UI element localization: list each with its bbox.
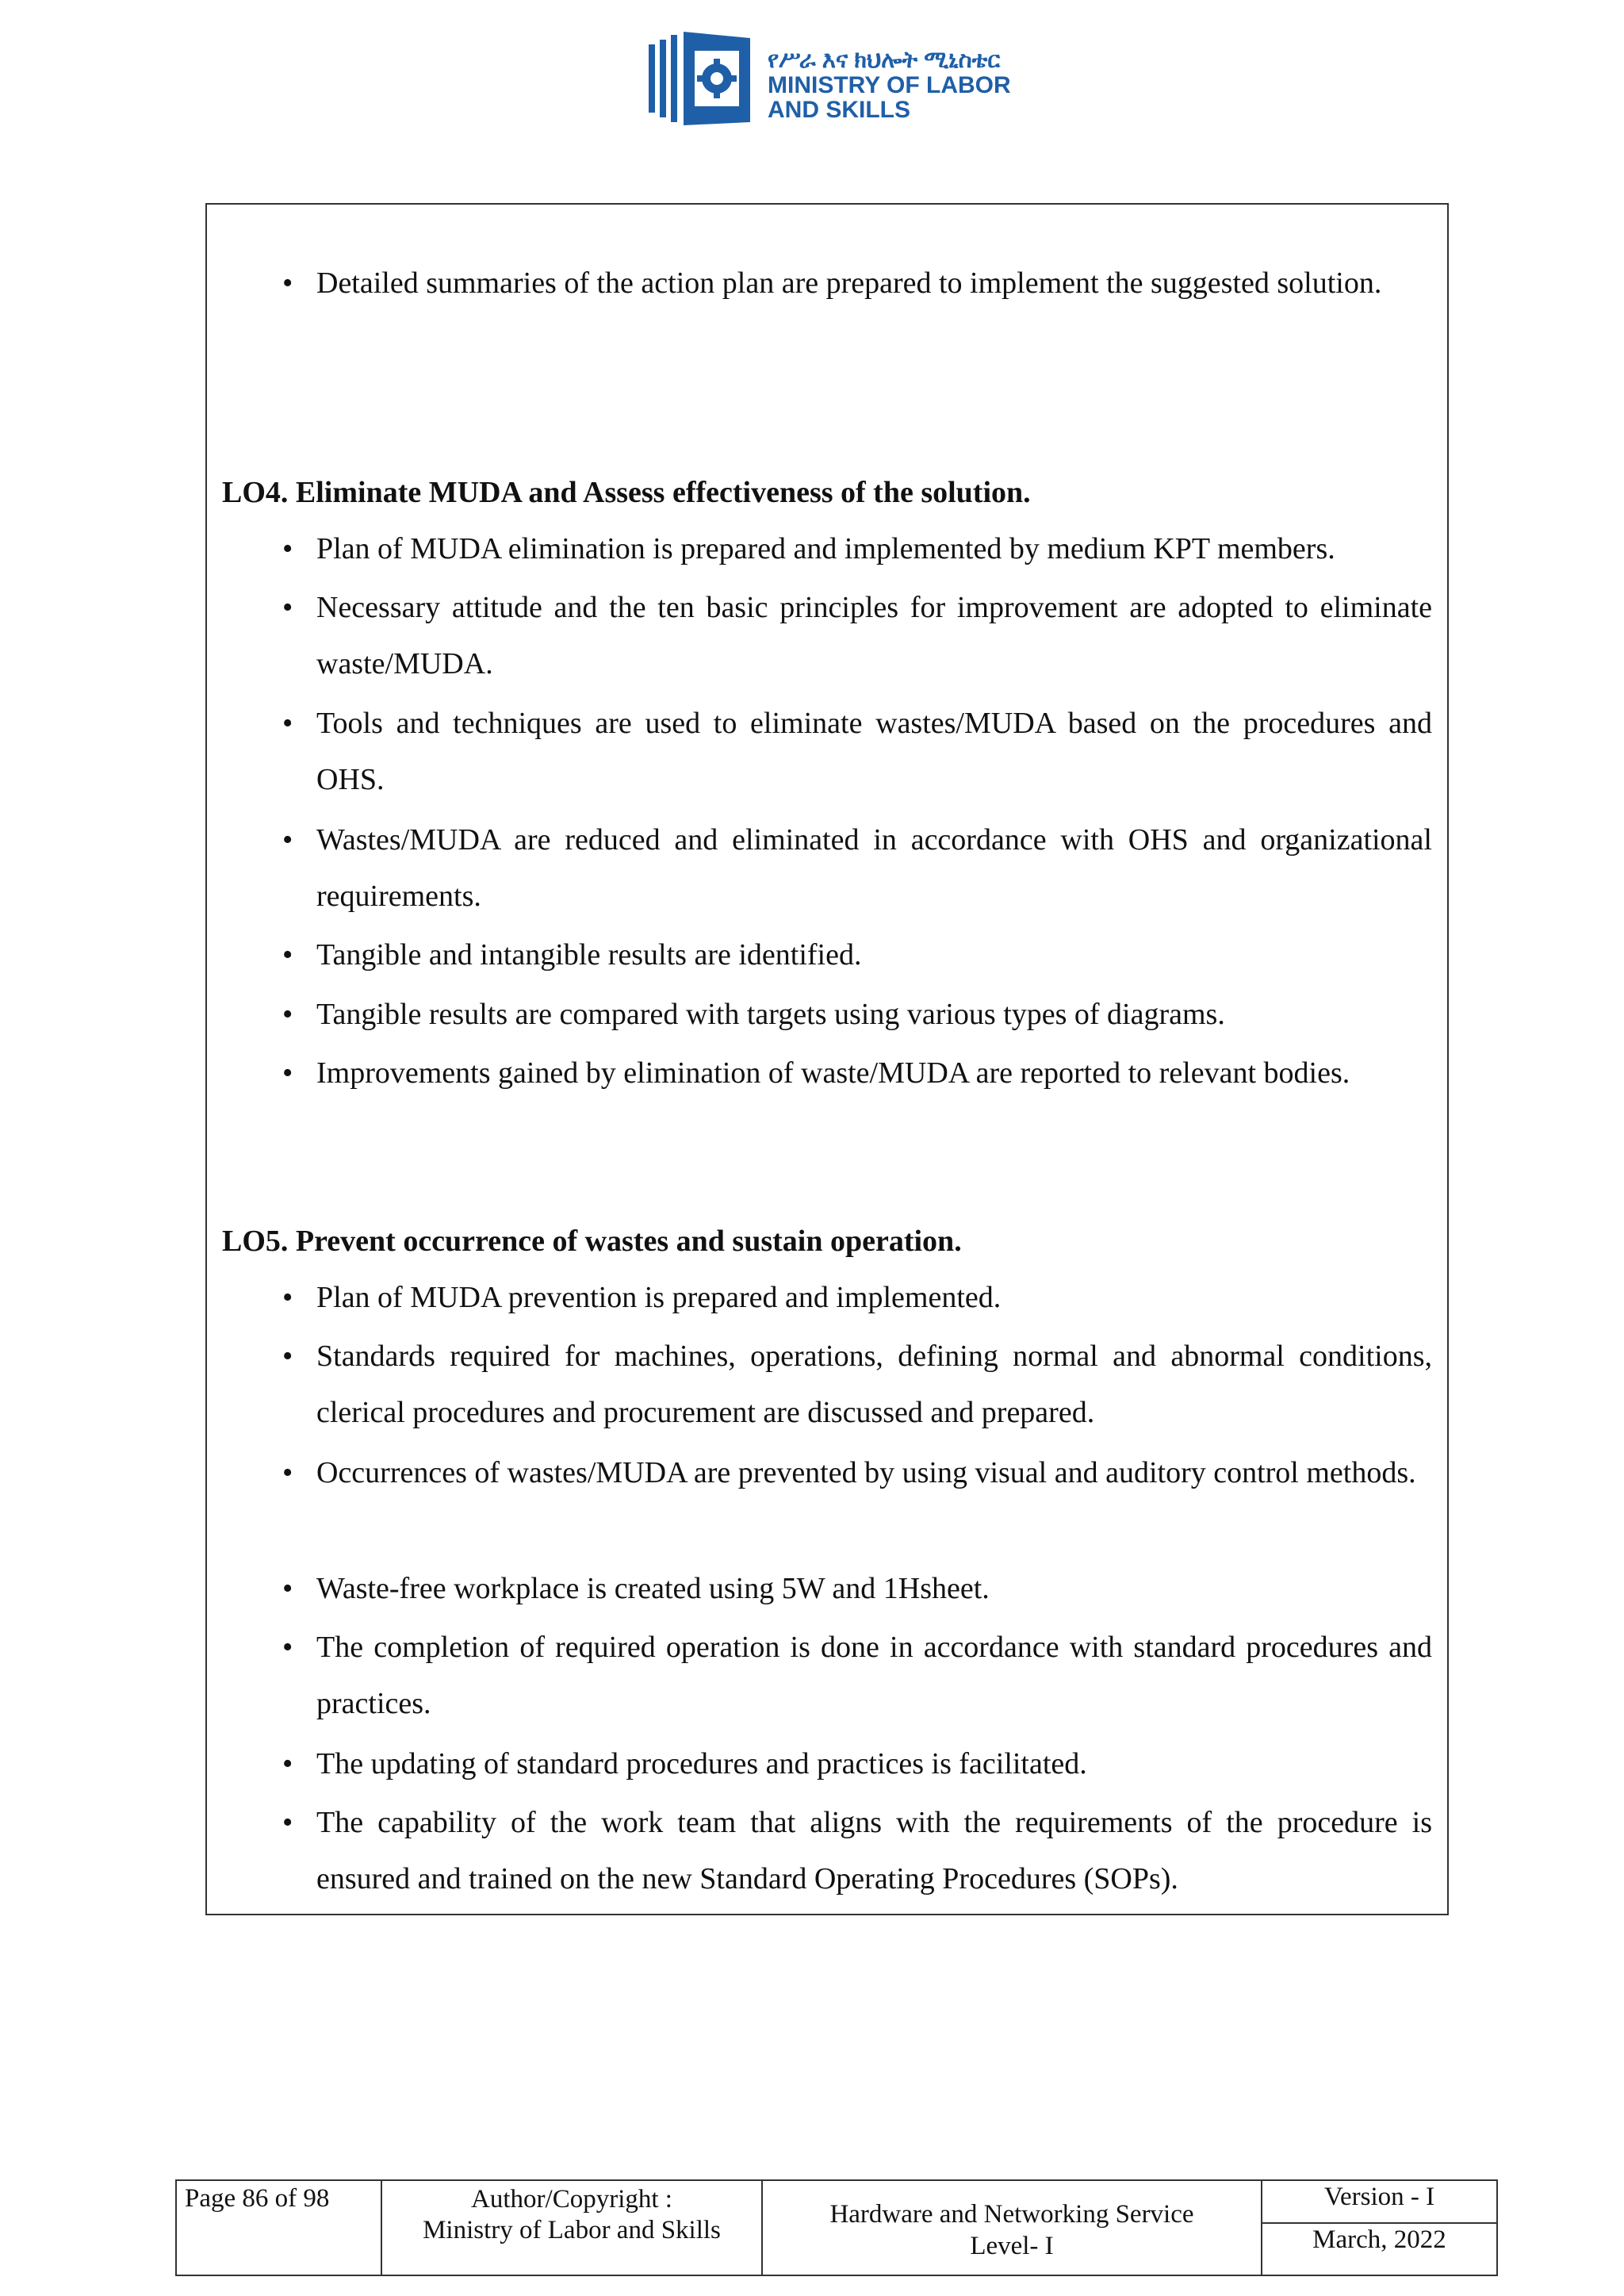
list-item: • Tangible and intangible results are identified.: [282, 927, 1432, 983]
lo5-heading: LO5. Prevent occurrence of wastes and sustain operation.: [222, 1225, 962, 1258]
list-item: • Wastes/MUDA are reduced and eliminated in accordance with OHS and organizational requirements.: [282, 812, 1432, 925]
lo4-heading: LO4. Eliminate MUDA and Assess effectiveness of the solution.: [222, 476, 1031, 509]
bullet-icon: •: [282, 1056, 293, 1090]
date: March, 2022: [1262, 2223, 1497, 2275]
ministry-name-line1: MINISTRY OF LABOR: [768, 72, 1011, 98]
page-number: Page 86 of 98: [176, 2180, 381, 2275]
page-footer: [175, 2179, 1498, 2276]
title-line1: Hardware and Networking Service: [829, 2200, 1194, 2229]
list-item: • The updating of standard procedures and practices is facilitated.: [282, 1736, 1432, 1792]
bullet-icon: •: [282, 1747, 293, 1780]
list-item: • Tools and techniques are used to eliminate wastes/MUDA based on the procedures and OHS.: [282, 696, 1432, 808]
bullet-icon: •: [282, 1456, 293, 1489]
bullet-icon: •: [282, 1806, 293, 1839]
bullet-icon: •: [282, 707, 293, 740]
list-item: • Plan of MUDA prevention is prepared and implemented.: [282, 1270, 1432, 1326]
ministry-logo: [649, 29, 1021, 128]
version: Version - I: [1262, 2180, 1497, 2223]
amharic-ministry-name: የሥራ እና ክህሎት ሚኒስቴር: [768, 48, 1001, 73]
title-line2: Level- I: [970, 2232, 1054, 2260]
list-item: • The completion of required operation is done in accordance with standard procedures and practices.: [282, 1619, 1432, 1732]
list-item: • Waste-free workplace is created using 5W and 1Hsheet.: [282, 1561, 1432, 1617]
bullet-icon: •: [282, 823, 293, 857]
list-item: • Occurrences of wastes/MUDA are prevented by using visual and auditory control methods.: [282, 1445, 1432, 1501]
list-item: • Tangible results are compared with targets using various types of diagrams.: [282, 987, 1432, 1043]
bullet-icon: •: [282, 998, 293, 1031]
author-copyright: [381, 2180, 762, 2275]
bullet-icon: •: [282, 1572, 293, 1605]
list-item: • Necessary attitude and the ten basic principles for improvement are adopted to eliminate waste/MUDA.: [282, 580, 1432, 692]
bullet-icon: •: [282, 938, 293, 972]
bullet-icon: •: [282, 532, 293, 565]
list-item: • The capability of the work team that aligns with the requirements of the procedure is ensured and trained on the new Standard Operating Procedures (SOPs).: [282, 1795, 1432, 1907]
content-box: [205, 203, 1449, 1915]
document-title: [762, 2180, 1262, 2275]
list-item: • Detailed summaries of the action plan are prepared to implement the suggested solution.: [282, 255, 1432, 312]
bullet-icon: •: [282, 1631, 293, 1664]
bullet-icon: •: [282, 591, 293, 624]
bullet-icon: •: [282, 1281, 293, 1314]
list-item: • Plan of MUDA elimination is prepared and implemented by medium KPT members.: [282, 521, 1432, 577]
author-name: Ministry of Labor and Skills: [423, 2216, 721, 2244]
list-item: • Improvements gained by elimination of waste/MUDA are reported to relevant bodies.: [282, 1045, 1432, 1102]
list-item: • Standards required for machines, operations, defining normal and abnormal conditions, clerical procedures and procurement are discussed and prepared.: [282, 1328, 1432, 1441]
bullet-icon: •: [282, 266, 293, 300]
ministry-emblem-icon: [649, 29, 760, 128]
bullet-icon: •: [282, 1340, 293, 1373]
ministry-name-line2: AND SKILLS: [768, 97, 910, 123]
author-label: Author/Copyright :: [471, 2185, 672, 2214]
